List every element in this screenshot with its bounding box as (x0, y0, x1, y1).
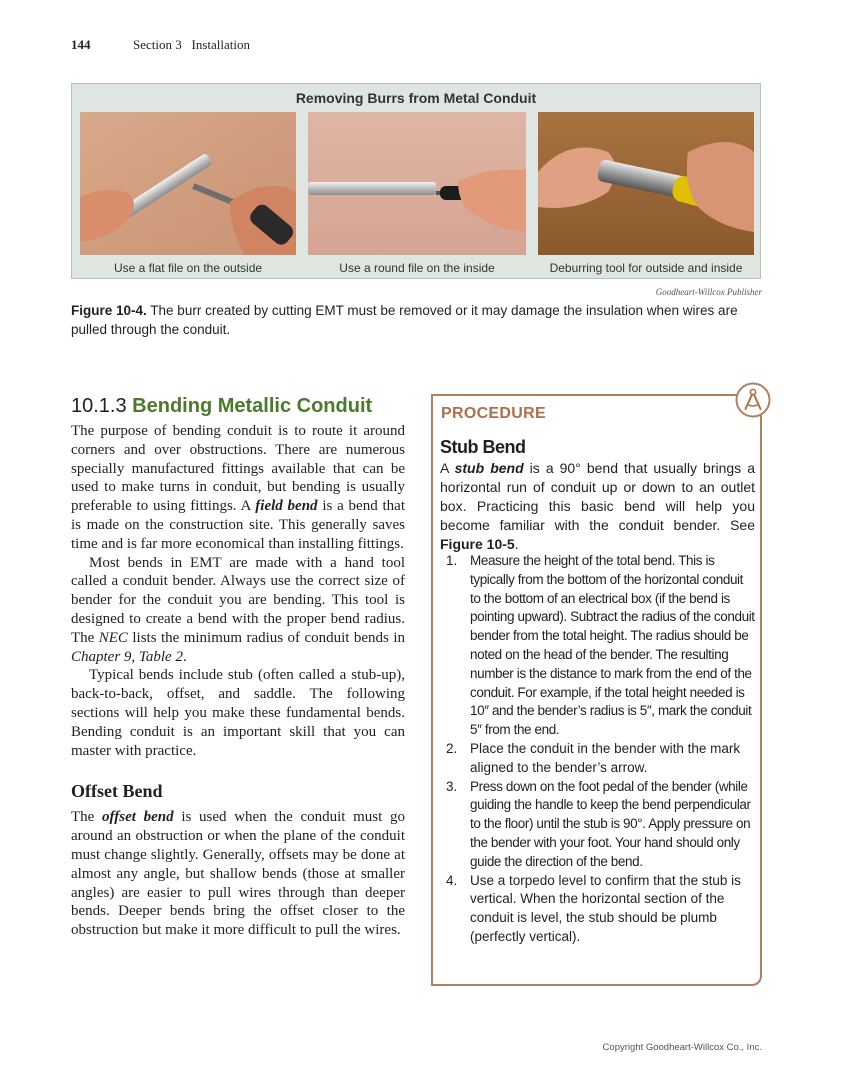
main-column (71, 394, 405, 940)
procedure-title: Stub Bend (440, 437, 526, 457)
term-stub-bend: stub bend (454, 460, 524, 476)
compass-icon (735, 382, 771, 418)
step-text: Use a torpedo level to confirm that the stub is vertical. When the horizontal section of the conduit is level, the stub should be plumb (perfectly vertical). (470, 872, 741, 944)
procedure-steps (440, 552, 755, 947)
procedure-step (440, 552, 755, 740)
figure-title: Removing Burrs from Metal Conduit (295, 90, 537, 106)
procedure-step (440, 740, 755, 778)
procedure-step (440, 778, 755, 872)
section-number: 10.1.3 (71, 395, 127, 417)
step-text: Measure the height of the total bend. This is typically from the bottom of the horizontal conduit to the bottom of an electrical box (if the bend is pointing upward). Subtract the radius of the conduit bender from the total height. The radius should be noted on the head of the bender. The resulting number is the distance to mark from the end of the conduit. For example, if the total height needed is 10″ and the bender’s radius is 5″, mark the conduit 5″ from the end. (470, 553, 755, 738)
photo-deburring-tool (538, 112, 754, 255)
photo-flat-file (80, 112, 296, 255)
caption-flat-file: Use a flat file on the outside (113, 261, 263, 275)
text-run: . (514, 536, 519, 552)
copyright-footer: Copyright Goodheart-Willcox Co., Inc. (602, 1042, 762, 1053)
step-text: Press down on the foot pedal of the bender (while guiding the handle to keep the bend perpendicular to the floor) until the stub is 90°. Apply pressure on the bender with your foot. Your hand should only guide the direction of the bend. (470, 778, 751, 869)
caption-round-file: Use a round file on the inside (339, 261, 495, 275)
step-number: 2. (446, 740, 458, 756)
text-run: . (182, 648, 187, 665)
text-run: The (71, 809, 103, 826)
step-number: 1. (446, 553, 458, 568)
table-reference: Chapter 9, Table 2 (71, 648, 183, 665)
paragraph (71, 808, 405, 940)
figure-label: Figure 10-4. (71, 303, 147, 318)
text-run: is a 90° bend that usually brings a horizontal run of conduit up or down to an outlet box. Practicing this basic bend will help you become familiar with the conduit bender. See (440, 460, 755, 533)
procedure-intro (440, 459, 755, 554)
page-number: 144 (71, 37, 91, 52)
procedure-box (431, 394, 762, 986)
photo-round-file (308, 112, 526, 255)
paragraph (71, 554, 405, 667)
text-run: is a bend that is made on the construction site. This generally saves time and is far more economical than installing fittings. (71, 498, 405, 552)
text-run: Most bends in EMT are made with a hand tool called a conduit bender. Always use the correct size of bender for the conduit you are bending. This tool is designed to create a bend with the proper bend radius. The (71, 554, 405, 646)
text-run: The purpose of bending conduit is to route it around corners and over obstructions. There are numerous specially manufactured fittings available that can be used to make turns in conduit, but bending is usually preferable to using fittings. A (71, 423, 405, 515)
term-offset-bend: offset bend (102, 809, 174, 826)
term-field-bend: field bend (255, 498, 318, 515)
figure-panel (71, 83, 761, 279)
procedure-step (440, 872, 755, 947)
text-run: is used when the conduit must go around an obstruction or when the plane of the conduit must change slightly. Generally, offsets may be done at almost any angle, but shallow bends (those at smaller angles) are easier to pull wires through than deeper bends. Deeper bends bring the offset closer to the obstruction but make it more difficult to pull the wires. (71, 809, 406, 939)
section-heading (71, 394, 405, 418)
procedure-label: PROCEDURE (441, 405, 546, 422)
figure-reference: Figure 10-5 (440, 536, 515, 552)
paragraph (71, 422, 405, 554)
text-run: A (440, 460, 455, 476)
step-number: 4. (446, 872, 458, 888)
text-run: lists the minimum radius of conduit bends in (127, 629, 405, 646)
figure-credit: Goodheart-Willcox Publisher (655, 287, 762, 297)
nec-reference: NEC (98, 629, 128, 646)
step-text: Place the conduit in the bender with the mark aligned to the bender’s arrow. (470, 740, 741, 775)
subsection-heading: Offset Bend (71, 781, 163, 802)
running-head: Section 3 Installation (133, 37, 250, 52)
figure-caption (71, 301, 761, 339)
paragraph: Typical bends include stub (often called a stub-up), back-to-back, offset, and saddle. The following sections will help you make these fundamental bends. Bending conduit is an important skill that you can master with practice. (71, 667, 405, 759)
figure-caption-text: The burr created by cutting EMT must be removed or it may damage the insulation when wires are pulled through the conduit. (71, 303, 738, 337)
caption-deburring-tool: Deburring tool for outside and inside (549, 261, 743, 275)
section-title: Bending Metallic Conduit (132, 395, 373, 417)
step-number: 3. (446, 778, 458, 794)
